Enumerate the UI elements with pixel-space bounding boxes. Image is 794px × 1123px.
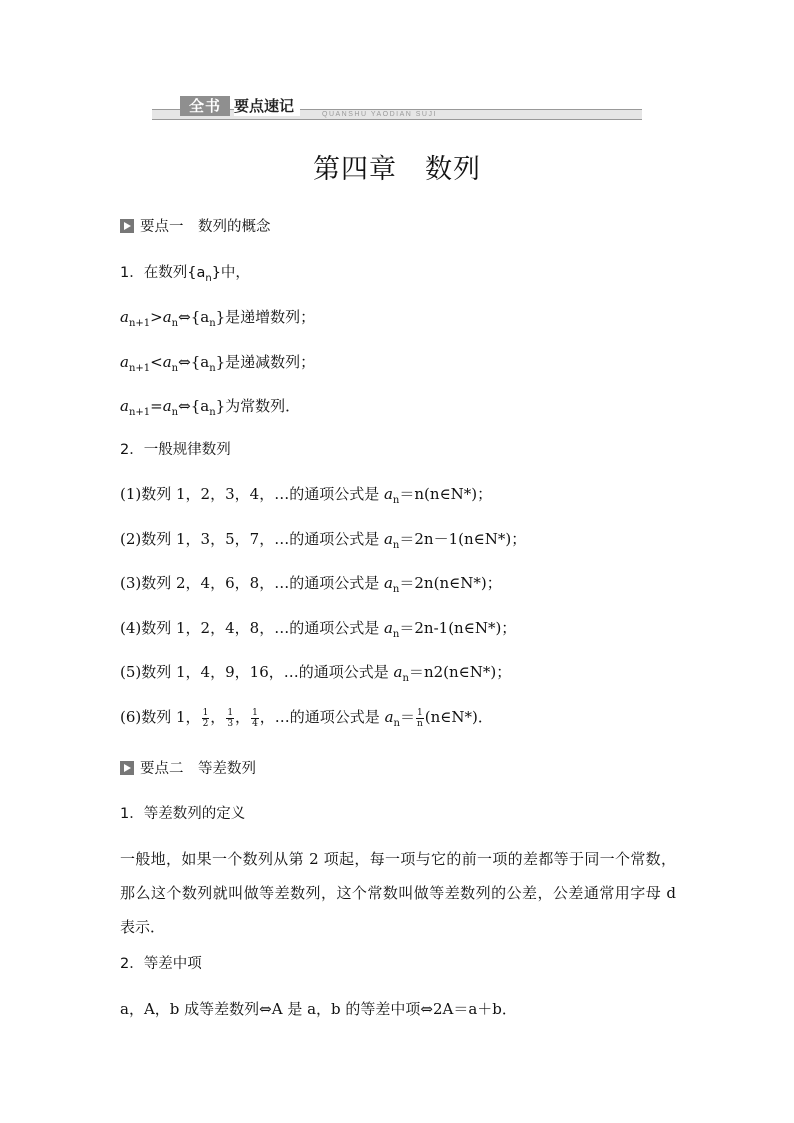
item-heading: 1．在数列$\{a_n\}$中， — [120, 265, 250, 284]
section-heading-1 — [120, 216, 271, 238]
section-heading-2 — [120, 758, 256, 780]
item-heading: 2．一般规律数列 — [120, 442, 231, 458]
sequence-row: (3)数列 2，4，6，8，…的通项公式是 $a_n=2n(n\in N*)$； — [120, 574, 502, 595]
header-pinyin: QUANSHU YAODIAN SUJI — [322, 111, 437, 118]
fraction: $\frac{1}{n}$ — [416, 707, 423, 729]
chapter-title: 第四章 数列 — [313, 154, 481, 185]
fraction: $\frac{1}{4}$ — [252, 707, 258, 729]
monotone-row: $a_{n+1}>a_n\Leftrightarrow\{a_n\}$是递增数列； — [120, 308, 316, 329]
monotone-row: $a_{n+1}=a_n\Leftrightarrow\{a_n\}$为常数列． — [120, 397, 301, 418]
item-heading: 1．等差数列的定义 — [120, 806, 246, 822]
monotone-row: $a_{n+1}<a_n\Leftrightarrow\{a_n\}$是递减数列； — [120, 353, 316, 374]
sequence-row: (1)数列 1，2，3，4，…的通项公式是 $a_n=n(n\in N*)$； — [120, 485, 493, 506]
item-heading: 2．等差中项 — [120, 956, 202, 972]
middle-term-statement: a，A，b 成等差数列⇔A 是 a，b 的等差中项⇔2A＝a＋b． — [120, 1000, 517, 1018]
sequence-row: (2)数列 1，3，5，7，…的通项公式是 $a_n=2n-1(n\in N*)$； — [120, 530, 527, 551]
sequence-row: (4)数列 1，2，4，8，…的通项公式是 $a_n=2n-1(n\in N*)$； — [120, 619, 517, 640]
header-title: 要点速记 — [234, 96, 300, 116]
play-triangle-icon — [120, 761, 134, 775]
sequence-row: (6)数列 1， $\frac{1}{2}$ ， $\frac{1}{3}$ ， $\frac{1}{4}$ ，…的通项公式是 $a_n=$ $\frac{1}{n}$ (n∈N*)． — [120, 707, 493, 729]
section-label: 要点二 等差数列 — [140, 761, 256, 777]
fraction: $\frac{1}{2}$ — [202, 707, 209, 729]
definition-paragraph: 一般地，如果一个数列从第 2 项起，每一项与它的前一项的差都等于同一个常数，那么这个数列就叫做等差数列，这个常数叫做等差数列的公差，公差通常用字母 d 表示． — [120, 850, 676, 936]
fraction: $\frac{1}{3}$ — [227, 707, 234, 729]
play-triangle-icon — [120, 219, 134, 233]
header-banner — [152, 96, 642, 124]
sequence-row: (5)数列 1，4，9，16，…的通项公式是 $a_n=n2(n\in N*)$； — [120, 663, 512, 684]
section-label: 要点一 数列的概念 — [140, 219, 271, 235]
header-tag: 全书 — [180, 96, 230, 116]
